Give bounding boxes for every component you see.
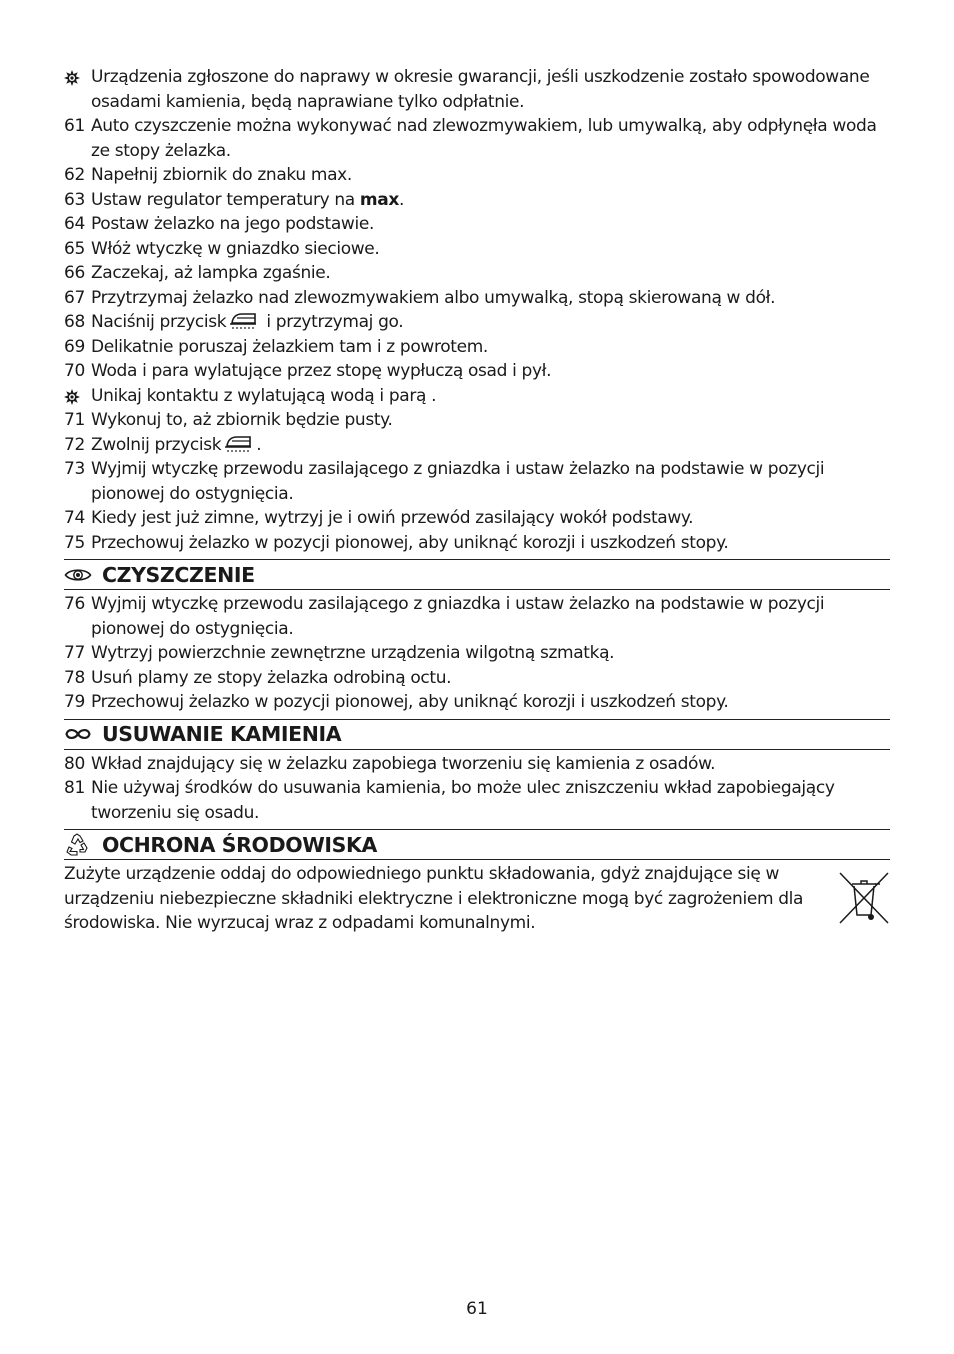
step-number: 66 (64, 263, 85, 283)
section-title: OCHRONA ŚRODOWISKA (102, 832, 377, 857)
iron-steam-icon (228, 311, 258, 331)
warning-burst-icon (64, 389, 80, 405)
section-title: CZYSZCZENIE (102, 562, 255, 587)
list-item: 74 Kiedy jest już zimne, wytrzyj je i owiń przewód zasilający wokół podstawy. (64, 506, 890, 531)
list-item: 65 Włóż wtyczkę w gniazdko sieciowe. (64, 237, 890, 262)
list-item: 70 Woda i para wylatujące przez stopę wypłuczą osad i pył. (64, 359, 890, 384)
list-item: 73 Wyjmij wtyczkę przewodu zasilającego z gniazdka i ustaw żelazko na podstawie w pozycji pionowej do ostygnięcia. (64, 459, 825, 504)
step-number: 80 (64, 753, 85, 774)
step-number: 75 (64, 532, 85, 553)
step-number: 64 (64, 214, 85, 234)
list-item: 69 Delikatnie poruszaj żelazkiem tam i z powrotem. (64, 335, 890, 360)
step-number: 69 (64, 336, 85, 357)
section-heading-cleaning (64, 559, 890, 590)
step-number: 78 (64, 667, 85, 688)
section-heading-descaling (64, 719, 890, 750)
list-item: 78 Usuń plamy ze stopy żelazka odrobiną octu. (64, 666, 890, 691)
step-number: 67 (64, 287, 85, 308)
step-number: 74 (64, 508, 85, 528)
eye-icon (64, 566, 92, 584)
list-item: 68 Naciśnij przycisk i przytrzymaj go. (64, 310, 890, 335)
list-item: 79 Przechowuj żelazko w pozycji pionowej, aby uniknąć korozji i uszkodzeń stopy. (64, 690, 890, 715)
step-number: 65 (64, 238, 85, 259)
step-number: 61 (64, 116, 85, 136)
list-item: 62 Napełnij zbiornik do znaku max. (64, 163, 890, 188)
step-number: 63 (64, 189, 85, 210)
page-number: 61 (466, 1299, 488, 1319)
list-item: 75 Przechowuj żelazko w pozycji pionowej, aby uniknąć korozji i uszkodzeń stopy. (64, 531, 890, 556)
list-item: 76 Wyjmij wtyczkę przewodu zasilającego z gniazdka i ustaw żelazko na podstawie w pozycji pionowej do ostygnięcia. (64, 594, 825, 639)
list-item: 77 Wytrzyj powierzchnie zewnętrzne urządzenia wilgotną szmatką. (64, 641, 890, 666)
list-item: 80 Wkład znajdujący się w żelazku zapobiega tworzeniu się kamienia z osadów. (64, 752, 890, 777)
infinity-icon (64, 726, 92, 742)
list-item: 81 Nie używaj środków do usuwania kamienia, bo może ulec zniszczeniu wkład zapobiegający tworzeniu się osadu. (64, 778, 835, 823)
list-item: 63 Ustaw regulator temperatury na max. (64, 188, 890, 213)
bold-max: max (359, 189, 400, 210)
step-number: 68 (64, 312, 85, 332)
list-item: 67 Przytrzymaj żelazko nad zlewozmywakiem albo umywalką, stopą skierowaną w dół. (64, 286, 890, 311)
list-item: 64 Postaw żelazko na jego podstawie. (64, 212, 890, 237)
crossed-bin-icon (838, 871, 890, 925)
step-number: 62 (64, 165, 85, 185)
list-item: 61 Auto czyszczenie można wykonywać nad zlewozmywakiem, lub umywalką, aby odpłynęła woda ze stopy żelazka. (64, 116, 877, 161)
step-number: 71 (64, 410, 85, 430)
step-number: 70 (64, 361, 85, 381)
list-item: 66 Zaczekaj, aż lampka zgaśnie. (64, 261, 890, 286)
step-number: 73 (64, 459, 85, 479)
step-number: 72 (64, 434, 85, 455)
step-number: 79 (64, 692, 85, 712)
descaling-list (64, 752, 890, 826)
steam-cleaning-list (64, 65, 890, 555)
step-number: 76 (64, 594, 85, 614)
step-number: 81 (64, 778, 85, 798)
environment-paragraph: Zużyte urządzenie oddaj do odpowiedniego punktu składowania, gdyż znajdujące się w urządzeniu niebezpieczne składniki elektryczne i elektroniczne mogą być zagrożeniem dla środowiska. Nie wyrzucaj wraz z odpadami komunalnymi. (64, 862, 890, 936)
section-title: USUWANIE KAMIENIA (102, 722, 342, 746)
list-item: Unikaj kontaktu z wylatującą wodą i parą . (64, 384, 890, 409)
document-body (64, 65, 890, 936)
warning-burst-icon (64, 70, 80, 86)
recycle-icon (64, 833, 90, 857)
step-number: 77 (64, 643, 85, 663)
cleaning-list (64, 592, 890, 715)
list-item: 72 Zwolnij przycisk . (64, 433, 890, 458)
list-item: 71 Wykonuj to, aż zbiornik będzie pusty. (64, 408, 890, 433)
list-item: Urządzenia zgłoszone do naprawy w okresie gwarancji, jeśli uszkodzenie zostało spowodowane osadami kamienia, będą naprawiane tylko odpłatnie. (64, 65, 890, 114)
iron-steam-icon (223, 434, 253, 454)
section-heading-environment (64, 829, 890, 860)
